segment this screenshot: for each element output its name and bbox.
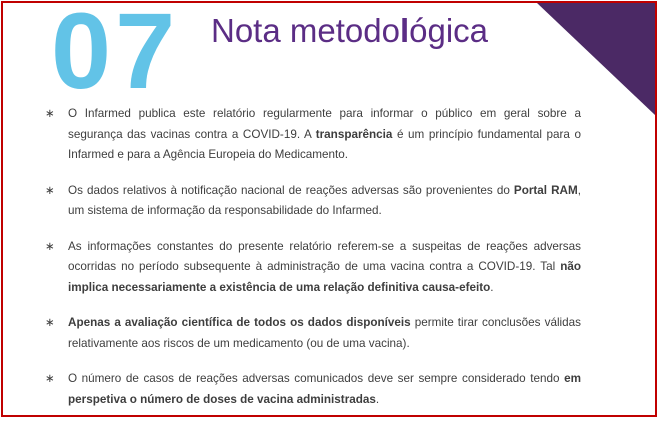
text-run: Portal RAM xyxy=(513,183,578,197)
text-run: . xyxy=(490,280,494,294)
list-item xyxy=(45,104,581,166)
bullet-text xyxy=(68,313,581,354)
text-run: Nota metodo xyxy=(211,12,400,49)
text-run: transparência xyxy=(315,127,393,141)
bullet-marker: ∗ xyxy=(45,183,55,197)
list-item xyxy=(45,313,581,354)
section-number: 07 xyxy=(51,1,180,111)
bullet-marker: ∗ xyxy=(45,316,55,329)
corner-triangle-decoration xyxy=(537,3,655,115)
bullet-marker: ∗ xyxy=(45,107,55,120)
list-item xyxy=(45,237,581,299)
bullet-text xyxy=(68,237,581,299)
bullet-list xyxy=(45,104,581,417)
text-run: Os dados relativos à notificação nacional de reações adversas são provenientes do xyxy=(68,183,514,197)
text-run: . xyxy=(375,392,380,406)
text-run: , um sistema de informação da responsabilidade do Infarmed. xyxy=(68,183,581,217)
text-run: l xyxy=(399,12,410,49)
bullet-text xyxy=(68,104,581,166)
bullet-marker: ∗ xyxy=(45,239,55,253)
text-run: O número de casos de reações adversas comunicados deve ser sempre considerado tendo xyxy=(68,372,565,385)
text-run: As informações constantes do presente relatório referem-se a suspeitas de reações adversas ocorridas no período subsequente à administração de uma vacina contra a COVID-19. Tal xyxy=(68,239,581,273)
list-item xyxy=(45,369,581,410)
page-title xyxy=(211,12,488,50)
bullet-text xyxy=(68,181,581,222)
text-run: não implica necessariamente a existência de uma relação definitiva causa-efeito xyxy=(68,260,581,294)
text-run: permite tirar conclusões válidas relativamente aos riscos de um medicamento (ou de uma vacina). xyxy=(68,316,581,350)
text-run: Apenas a avaliação científica de todos os dados disponíveis xyxy=(68,316,411,329)
list-item xyxy=(45,181,581,222)
text-run: é um princípio fundamental para o Infarmed e para a Agência Europeia do Medicamento. xyxy=(68,127,581,161)
page-frame xyxy=(1,1,657,417)
text-run: O Infarmed publica este relatório regularmente para informar o público em geral sobre a segurança das vacinas contra a COVID-19. A xyxy=(68,107,581,141)
bullet-text xyxy=(68,369,581,410)
text-run: em perspetiva o número de doses de vacina administradas xyxy=(68,372,581,406)
text-run: ógica xyxy=(409,12,489,49)
bullet-marker: ∗ xyxy=(45,372,55,385)
